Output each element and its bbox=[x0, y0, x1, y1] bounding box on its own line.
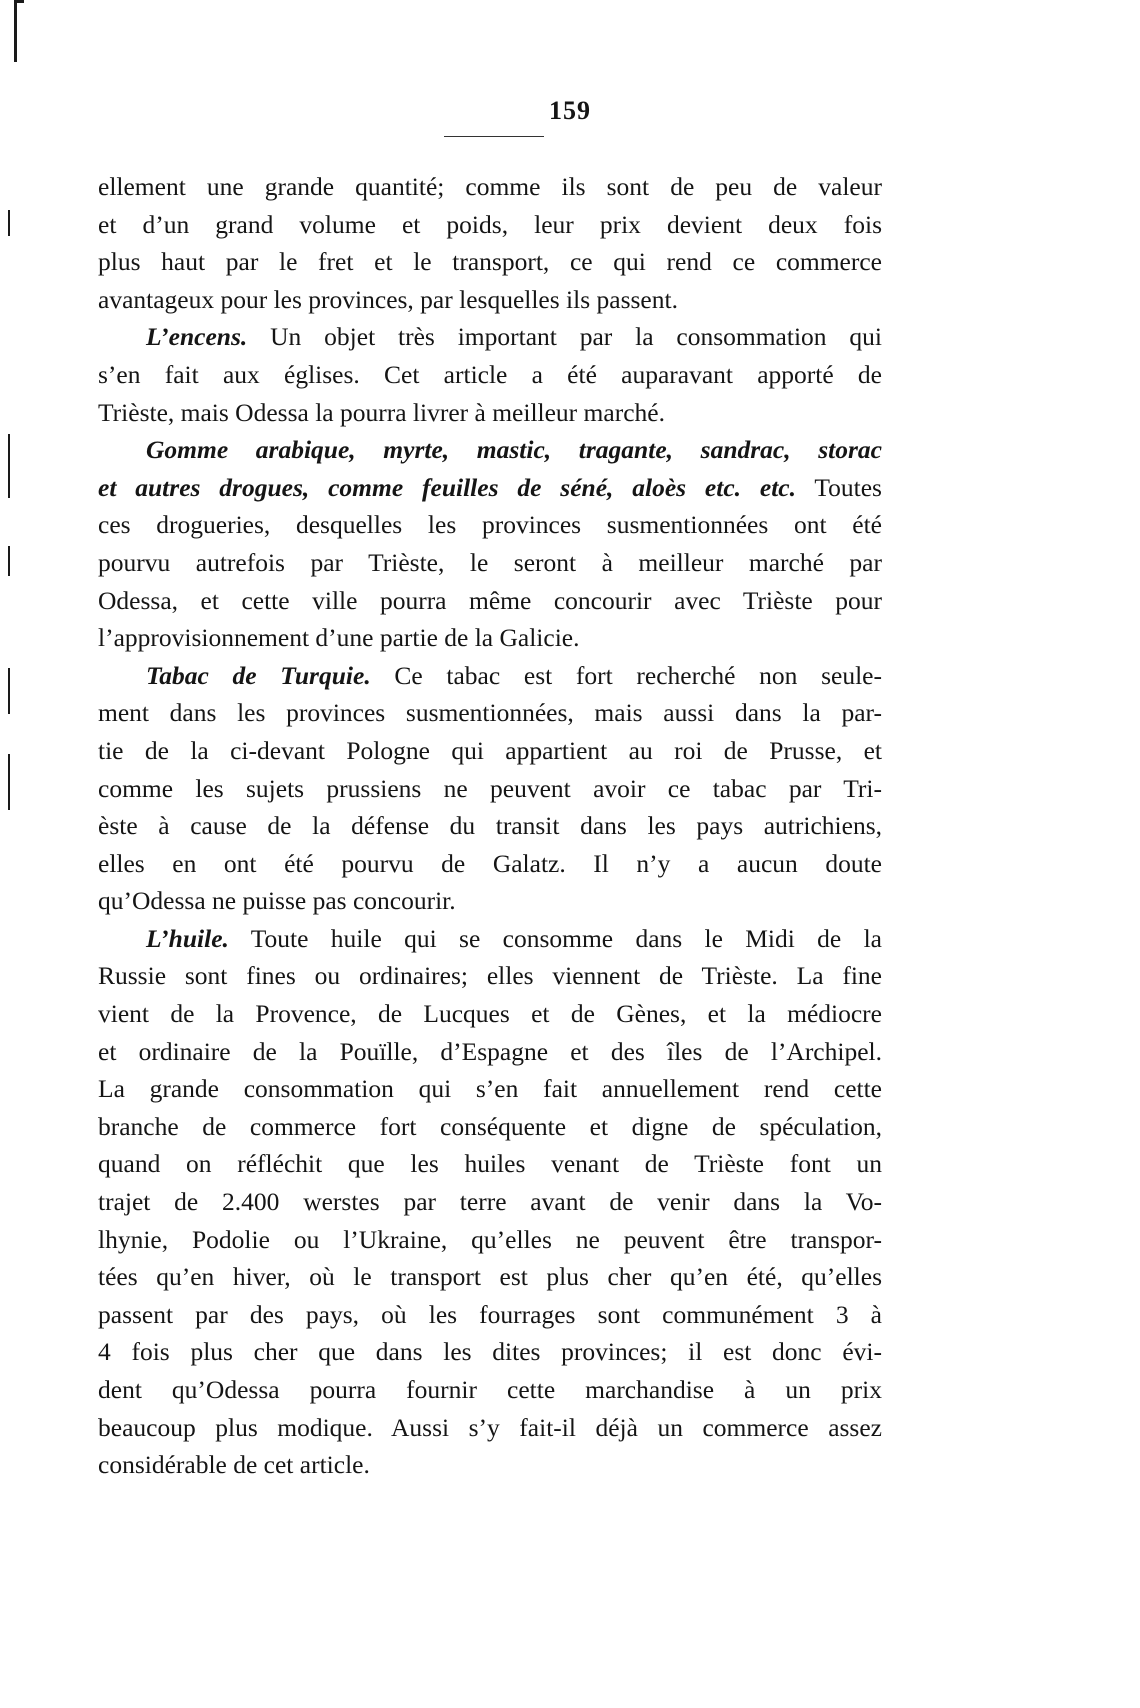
entry-title: et autres drogues, comme feuilles de séné, aloès etc. etc. bbox=[98, 472, 796, 502]
text-line bbox=[98, 920, 882, 958]
text-line: qu’Odessa ne puisse pas concourir. bbox=[98, 886, 456, 916]
text-line: 4 fois plus cher que dans les dites provinces; il est donc évi- bbox=[98, 1337, 882, 1367]
scan-edge-mark bbox=[8, 210, 10, 236]
text-line: lhynie, Podolie ou l’Ukraine, qu’elles ne peuvent être transpor- bbox=[98, 1224, 882, 1254]
text-line: tées qu’en hiver, où le transport est plus cher qu’en été, qu’elles bbox=[98, 1262, 882, 1292]
text-line: s’en fait aux églises. Cet article a été auparavant apporté de bbox=[98, 359, 882, 389]
text-line: Odessa, et cette ville pourra même concourir avec Trièste pour bbox=[98, 585, 882, 615]
page-number-rule bbox=[444, 136, 544, 137]
text-line: passent par des pays, où les fourrages sont communément 3 à bbox=[98, 1299, 882, 1329]
text-line: plus haut par le fret et le transport, ce qui rend ce commerce bbox=[98, 247, 882, 277]
paragraph-continuation bbox=[98, 168, 882, 318]
text-line: ment dans les provinces susmentionnées, mais aussi dans la par- bbox=[98, 698, 882, 728]
scan-edge-mark bbox=[8, 434, 10, 498]
paragraph-encens bbox=[98, 318, 882, 431]
text-segment: Un objet très important par la consommation qui bbox=[247, 322, 882, 352]
entry-title: L’encens. bbox=[146, 322, 248, 352]
page-number: 159 bbox=[549, 96, 591, 125]
text-line: trajet de 2.400 werstes par terre avant de venir dans la Vo- bbox=[98, 1187, 882, 1217]
text-line: ces drogueries, desquelles les provinces susmentionnées ont été bbox=[98, 510, 882, 540]
paragraph-gomme bbox=[98, 431, 882, 657]
text-line bbox=[98, 469, 882, 507]
text-line: et d’un grand volume et poids, leur prix devient deux fois bbox=[98, 209, 882, 239]
text-line: quand on réfléchit que les huiles venant de Trièste font un bbox=[98, 1149, 882, 1179]
text-line: beaucoup plus modique. Aussi s’y fait-il déjà un commerce assez bbox=[98, 1412, 882, 1442]
text-line: vient de la Provence, de Lucques et de Gènes, et la médiocre bbox=[98, 999, 882, 1029]
body-text bbox=[98, 168, 882, 1484]
entry-title-line: Gomme arabique, myrte, mastic, tragante, sandrac, storac bbox=[146, 435, 882, 465]
text-line: La grande consommation qui s’en fait annuellement rend cette bbox=[98, 1074, 882, 1104]
text-line: dent qu’Odessa pourra fournir cette marchandise à un prix bbox=[98, 1375, 882, 1404]
text-line: branche de commerce fort conséquente et digne de spéculation, bbox=[98, 1111, 882, 1141]
paragraph-huile bbox=[98, 920, 882, 1484]
text-line: ellement une grande quantité; comme ils sont de peu de valeur bbox=[98, 172, 882, 201]
text-line: et ordinaire de la Pouïlle, d’Espagne et des îles de l’Archipel. bbox=[98, 1036, 882, 1066]
scan-edge-mark bbox=[14, 0, 17, 62]
text-line bbox=[98, 318, 882, 356]
text-line: comme les sujets prussiens ne peuvent avoir ce tabac par Tri- bbox=[98, 773, 882, 803]
text-segment: Toute huile qui se consomme dans le Midi de la bbox=[228, 923, 882, 953]
text-line: Trièste, mais Odessa la pourra livrer à meilleur marché. bbox=[98, 397, 665, 427]
text-line: pourvu autrefois par Trièste, le seront à meilleur marché par bbox=[98, 547, 882, 577]
text-line: tie de la ci-devant Pologne qui appartient au roi de Prusse, et bbox=[98, 735, 882, 765]
text-line: considérable de cet article. bbox=[98, 1450, 370, 1480]
text-line: elles en ont été pourvu de Galatz. Il n’y a aucun doute bbox=[98, 848, 882, 878]
text-line: Russie sont fines ou ordinaires; elles viennent de Trièste. La fine bbox=[98, 961, 882, 991]
text-line: èste à cause de la défense du transit dans les pays autrichiens, bbox=[98, 811, 882, 841]
scan-edge-mark bbox=[8, 668, 10, 714]
text-segment: Toutes bbox=[795, 472, 882, 502]
entry-title: Tabac de Turquie. bbox=[146, 660, 371, 690]
entry-title: L’huile. bbox=[146, 923, 229, 953]
text-segment: Ce tabac est fort recherché non seule- bbox=[370, 660, 882, 690]
text-line: l’approvisionnement d’une partie de la Galicie. bbox=[98, 623, 580, 653]
scan-edge-mark bbox=[8, 546, 10, 576]
scan-edge-mark bbox=[14, 0, 24, 3]
text-line bbox=[98, 657, 882, 695]
text-line: avantageux pour les provinces, par lesquelles ils passent. bbox=[98, 284, 678, 314]
scan-edge-mark bbox=[8, 754, 10, 810]
paragraph-tabac bbox=[98, 657, 882, 920]
